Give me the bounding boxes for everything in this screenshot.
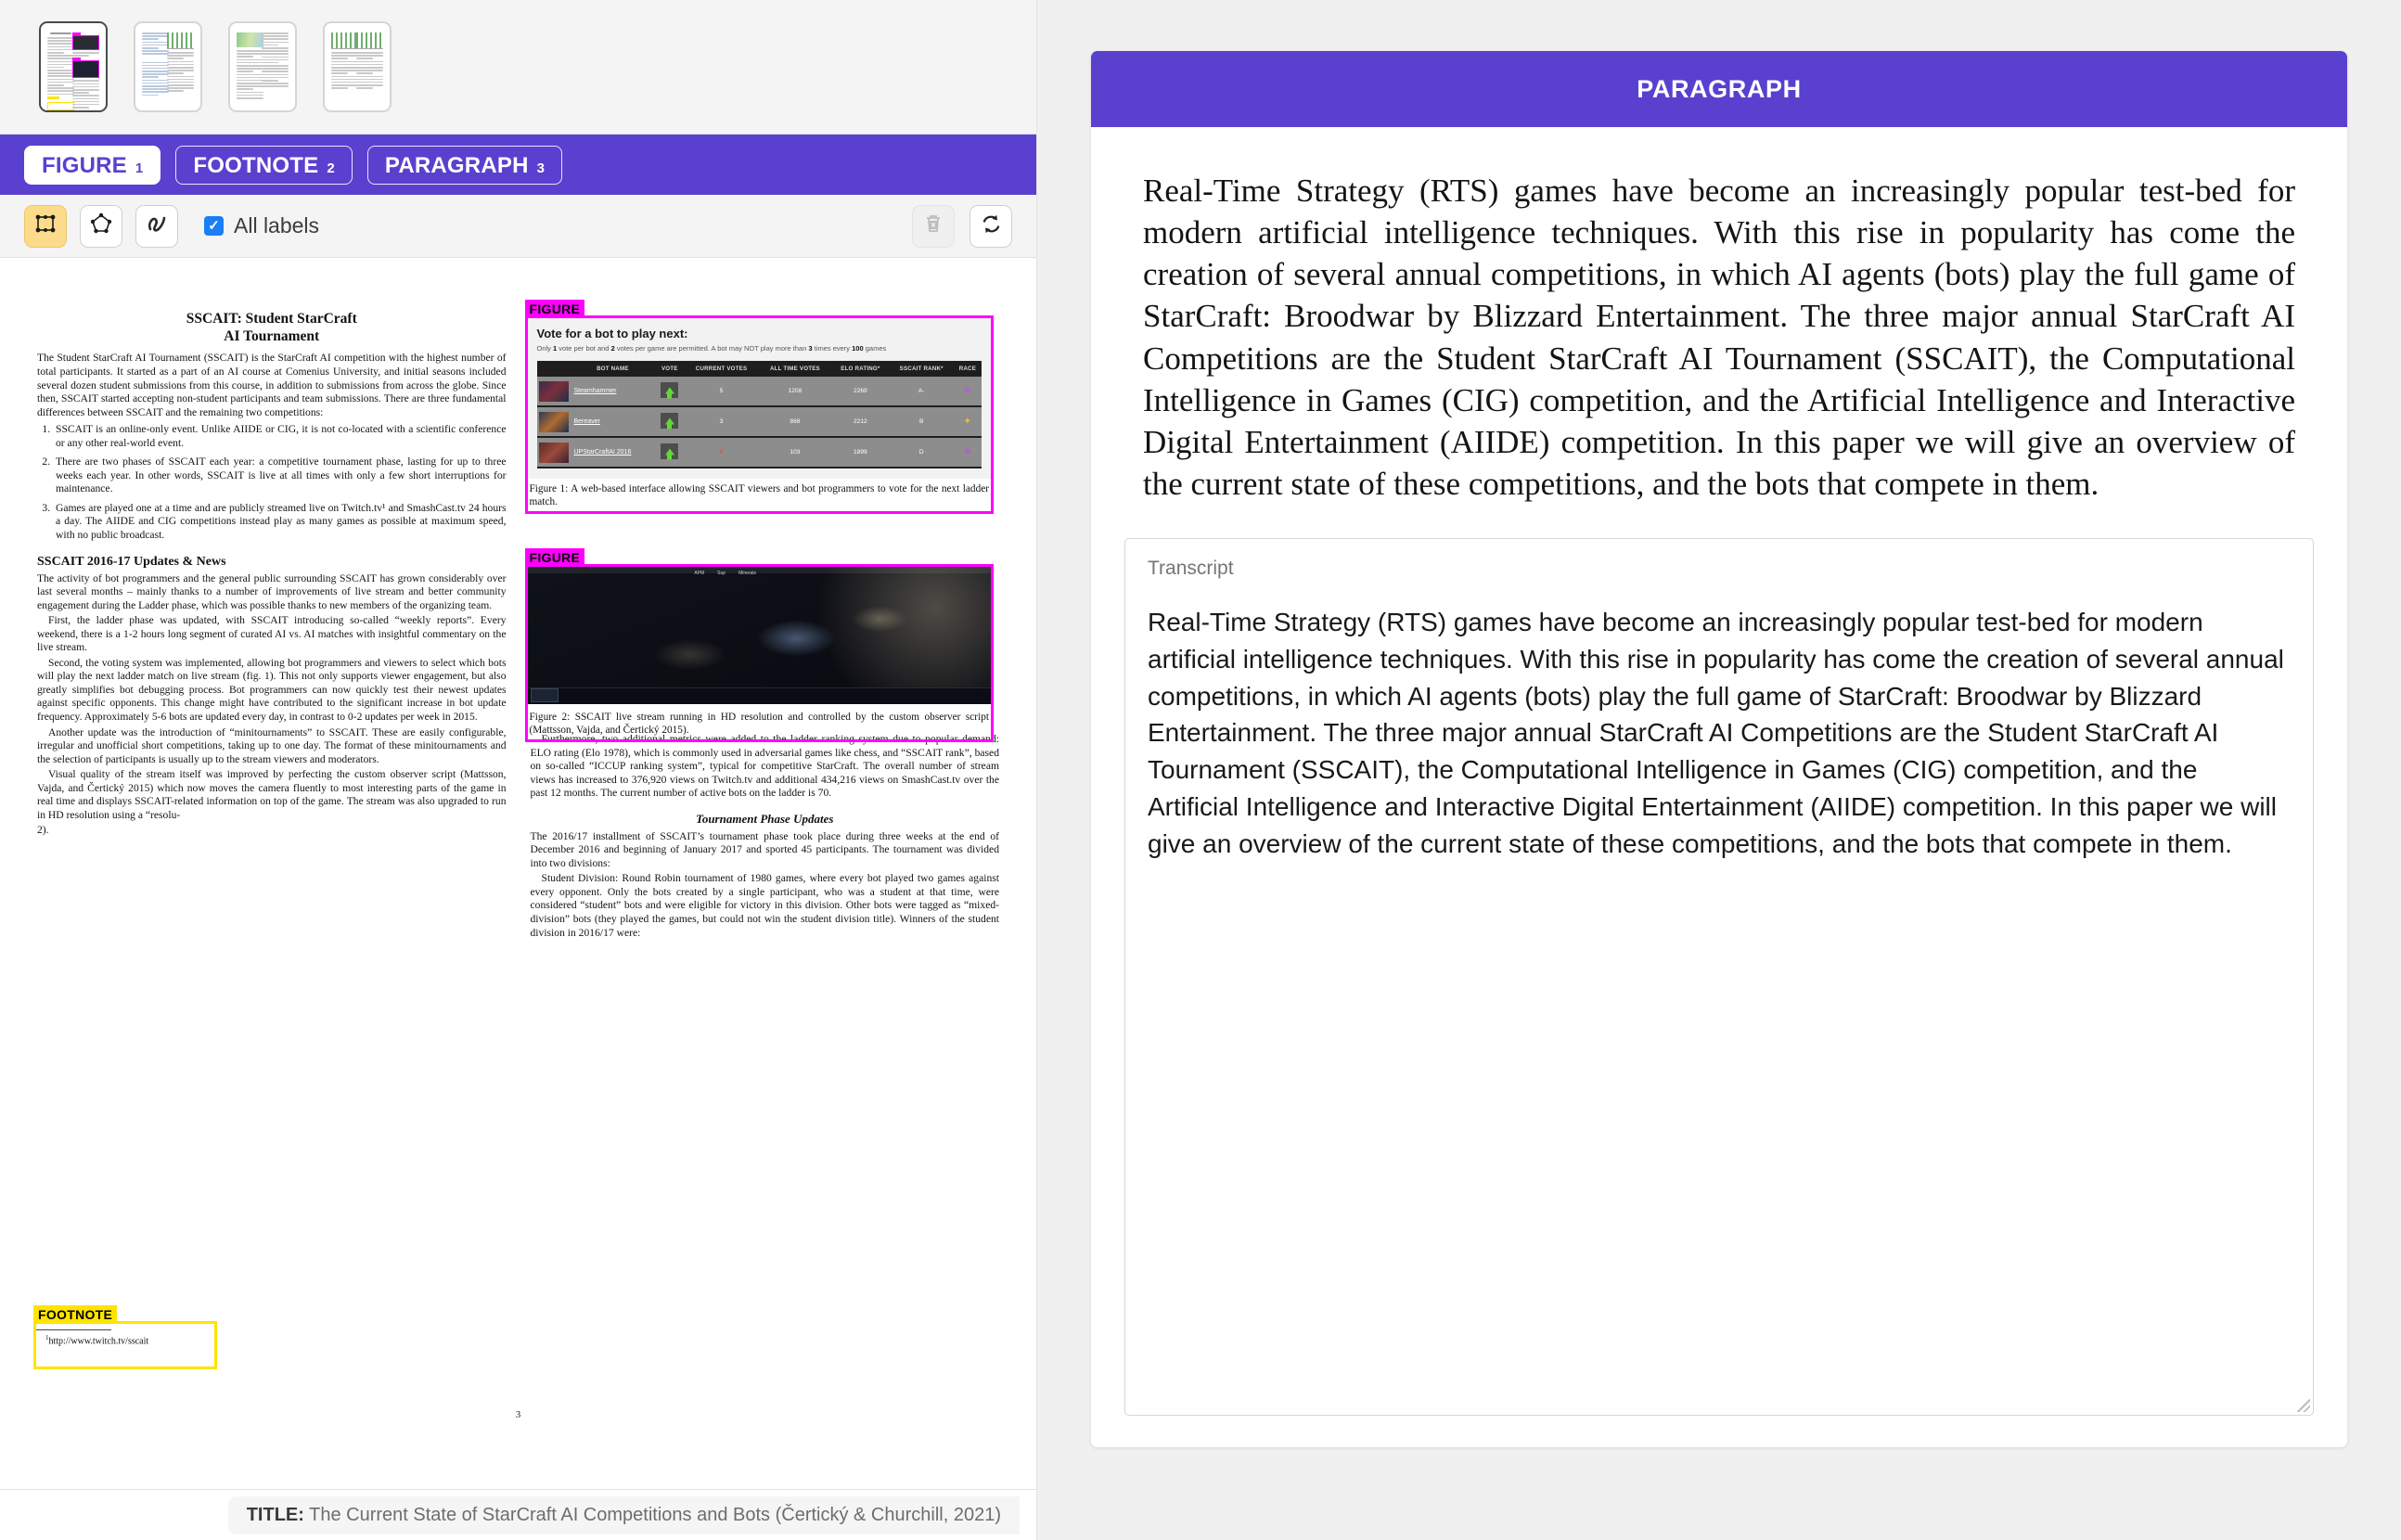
- hud-sup: Sup: [717, 571, 726, 576]
- elo-rating: 2212: [831, 406, 890, 437]
- detail-panel: [1037, 0, 2401, 1540]
- document-title-footer: [0, 1489, 1036, 1540]
- list-item: 2. There are two phases of SSCAIT each year: a competitive tournament phase, lasting for up to three weeks each year. In other words, SSCAIT is live at all times with only a few short interruptions for maintenance.: [53, 456, 507, 496]
- tab-footnote-number: 2: [327, 160, 335, 176]
- polygon-tool-button[interactable]: [80, 205, 122, 248]
- table-header-row: [537, 361, 982, 377]
- col-bot-name: BOT NAME: [571, 361, 656, 377]
- label-tab-bar: [0, 135, 1036, 195]
- tab-paragraph-number: 3: [536, 160, 546, 176]
- tab-paragraph[interactable]: [367, 146, 562, 185]
- document-paragraph: Another update was the introduction of “minitournaments” to SSCAIT. These are easily configurable, irregular and unofficial short competitions, taking up to one day. The format of these minitournaments and the selection of participants is usually up to the stream viewers and moderators.: [37, 725, 507, 765]
- annotation-figure-2[interactable]: [525, 550, 995, 742]
- hud-minerals: Minerals: [738, 571, 756, 576]
- freehand-scribble-icon: [145, 212, 169, 240]
- figure-2-image: [528, 567, 992, 704]
- tab-footnote[interactable]: [175, 146, 352, 185]
- paragraph-card-header: PARAGRAPH: [1091, 51, 2347, 127]
- figure-2-hud: [694, 571, 756, 576]
- document-column-right: [531, 295, 1000, 1489]
- col-vote: VOTE: [655, 361, 684, 377]
- reset-annotations-button[interactable]: [969, 205, 1012, 248]
- document-panel: [0, 0, 1037, 1540]
- tab-paragraph-label: PARAGRAPH: [384, 152, 529, 178]
- document-paragraph-tail: 2).: [37, 824, 49, 837]
- figure-1-image: [528, 318, 992, 479]
- annotation-figure-1-box[interactable]: [525, 302, 995, 514]
- all-labels-label: All labels: [234, 213, 320, 237]
- thumb-figure-box-2: [72, 60, 99, 78]
- hud-apm: APM: [694, 571, 705, 576]
- document-paragraph: The 2016/17 installment of SSCAIT’s tournament phase took place during three weeks at the end of December 2016 and beginning of January 2017 and sported 45 participants. The tournament was divided into two divisions:: [530, 829, 999, 869]
- figure-1-vote-table: [537, 361, 982, 468]
- tab-footnote-label: FOOTNOTE: [193, 152, 319, 178]
- bot-avatar: [537, 406, 571, 437]
- table-row: [537, 406, 982, 437]
- toolbar-actions: [912, 205, 1012, 248]
- annotation-figure-2-label: FIGURE: [525, 548, 585, 567]
- annotation-footnote-label: FOOTNOTE: [33, 1305, 117, 1324]
- checkbox-checked-icon: ✓: [204, 216, 224, 236]
- bot-name: UPStarCraftAI 2016: [571, 437, 656, 468]
- page-thumbnail-2[interactable]: [134, 21, 202, 112]
- bot-name: Bereaver: [571, 406, 656, 437]
- current-votes: 0: [684, 437, 758, 468]
- document-heading-updates: SSCAIT 2016-17 Updates & News: [37, 554, 226, 569]
- page-thumbnail-4[interactable]: [323, 21, 392, 112]
- col-elo-rating: ELO RATING*: [831, 361, 890, 377]
- thumb-footnote-tag: [47, 96, 59, 99]
- table-row: [537, 437, 982, 468]
- figure-1-subtitle: Only 1 vote per bot and 2 votes per game are permitted. A bot may NOT play more than 3 times every 100 games: [536, 344, 887, 353]
- title-value: The Current State of StarCraft AI Competitions and Bots (Čertický & Churchill, 2021): [309, 1504, 1001, 1525]
- page-number: 3: [515, 1409, 521, 1420]
- race-icon: ☸: [954, 377, 982, 406]
- race-icon: ✦: [954, 406, 982, 437]
- paragraph-snippet-text: Real-Time Strategy (RTS) games have become an increasingly popular test-bed for modern artificial intelligence techniques. With this rise in popularity has come the creation of several annual competitions, in which AI agents (bots) play the full game of StarCraft: Broodwar by Blizzard Entertainment. The three major annual StarCraft AI Competitions are the Student StarCraft AI Tournament (SSCAIT), the Computational Intelligence in Games (CIG) competition, and the Artificial Intelligence and Interactive Digital Entertainment (AIIDE) competition. In this paper we will give an overview of the current state of these competitions, and the bots that compete in them.: [1143, 173, 2295, 502]
- tab-figure-number: 1: [135, 160, 144, 176]
- list-item: 1. SSCAIT is an online-only event. Unlike AIIDE or CIG, it is not co-located with a scientific conference or any other real-world event.: [53, 423, 507, 450]
- col-race: RACE: [954, 361, 982, 377]
- annotation-figure-1[interactable]: [525, 302, 995, 514]
- thumb-figure-box-1: [72, 35, 99, 50]
- rectangle-icon: [33, 212, 58, 240]
- table-row: [537, 377, 982, 406]
- current-votes: 5: [684, 377, 758, 406]
- sscait-rank: B: [890, 406, 954, 437]
- figure-2-caption: Figure 2: SSCAIT live stream running in HD resolution and controlled by the custom observer script (Mattsson, Vajda, and Čertický 2015).: [529, 712, 989, 736]
- vote-button-cell: [655, 406, 684, 437]
- document-paragraph: First, the ladder phase was updated, with SSCAIT introducing so-called “weekly reports”. Every weekend, there is a 1-2 hours long segment of curated AI vs. AI matches with insightful commentary on the live stream.: [37, 614, 507, 654]
- paragraph-snippet-image: [1091, 127, 2347, 514]
- bot-name: Steamhammer: [571, 377, 656, 406]
- annotation-figure-1-label: FIGURE: [525, 300, 585, 318]
- all-time-votes: 103: [759, 437, 831, 468]
- document-page: [0, 258, 1036, 1489]
- page-thumbnail-3[interactable]: [228, 21, 297, 112]
- trash-icon: [922, 212, 944, 239]
- col-all-time-votes: ALL TIME VOTES: [759, 361, 831, 377]
- current-votes: 3: [684, 406, 758, 437]
- resize-handle-icon[interactable]: [2297, 1399, 2310, 1412]
- transcript-box[interactable]: [1124, 538, 2314, 1416]
- annotation-footnote[interactable]: [33, 1307, 217, 1369]
- figure-1-heading: Vote for a bot to play next:: [536, 327, 688, 340]
- col-current-votes: CURRENT VOTES: [684, 361, 758, 377]
- document-paragraph: Visual quality of the stream itself was improved by perfecting the custom observer script (Mattsson, Vajda, and Čertický 2015) which now moves the camera fluently to most interesting parts of the game in real time and displays SSCAIT-related information on top of the game. The stream was also upgraded to run in HD resolution using a “resolu-: [37, 768, 507, 821]
- rectangle-tool-button[interactable]: [24, 205, 67, 248]
- col-avatar: [537, 361, 571, 377]
- elo-rating: 1899: [831, 437, 890, 468]
- transcript-section: [1091, 514, 2347, 1447]
- all-time-votes: 868: [759, 406, 831, 437]
- refresh-icon: [980, 212, 1003, 240]
- bot-avatar: [537, 437, 571, 468]
- document-paragraph-intro: The Student StarCraft AI Tournament (SSCAIT) is the StarCraft AI competition with the highest number of total participants. It started as a part of an AI course at Comenius University, and initial seasons included several dozen student submissions from this course, in addition to submissions from across the globe. Since then, SSCAIT started accepting non-student participants and team submissions. There are three fundamental differences between SSCAIT and the remaining two competitions:: [37, 352, 507, 418]
- document-paragraph: The activity of bot programmers and the general public surrounding SSCAIT has grown considerably over last several months – mainly thanks to a number of improvements of live stream and better community engagement during the Ladder phase, which was possible thanks to new members of the organizing team.: [37, 571, 507, 611]
- annotation-figure-2-box[interactable]: [525, 550, 995, 742]
- document-heading-tournament: Tournament Phase Updates: [696, 811, 834, 826]
- tab-figure-label: FIGURE: [42, 152, 127, 178]
- tab-figure[interactable]: [24, 146, 160, 185]
- footnote-marker: 1: [45, 1334, 49, 1341]
- transcript-label: Transcript: [1148, 558, 1234, 580]
- all-labels-checkbox[interactable]: [204, 213, 319, 238]
- document-viewport[interactable]: [0, 258, 1036, 1489]
- page-thumbnail-1[interactable]: [39, 21, 108, 112]
- vote-button-cell: [655, 437, 684, 468]
- paragraph-card: [1091, 51, 2347, 1447]
- footnote-url: http://www.twitch.tv/sscait: [48, 1336, 149, 1347]
- document-ordered-list: [37, 423, 507, 542]
- annotation-toolbar: [0, 195, 1036, 258]
- list-item: 3. Games are played one at a time and are publicly streamed live on Twitch.tv¹ and SmashCast.tv 24 hours a day. The AIIDE and CIG competitions instead play as many games as possible at maximum speed, with no public broadcast.: [53, 502, 507, 543]
- freehand-tool-button[interactable]: [135, 205, 178, 248]
- document-paragraph: Student Division: Round Robin tournament of 1980 games, where every bot played two games against every opponent. Only the bots created by a single participant, who was a student at that time, were considered “student” bots and were eligible for victory in this division. Other bots were tagged as “mixed-division” bots (they played the games, but could not win the student division title). Winners of the student division in 2016/17 were:: [530, 872, 999, 939]
- document-paragraph: Second, the voting system was implemented, allowing bot programmers and viewers to select which bots will play the next ladder match on live stream (fig. 1). This not only supports viewer engagement, but also greatly simplifies bot debugging process. Bot programmers can now quickly test their newest updates against specific opponents. This change might have contributed to the significant increase in bot update frequency. Approximately 5-6 bots are updated every day, in contrast to 0-2 updates per week in 2015.: [37, 656, 507, 724]
- footnote-text: [36, 1330, 214, 1350]
- polygon-icon: [89, 212, 113, 240]
- page-thumbnail-strip[interactable]: [0, 0, 1036, 135]
- delete-annotation-button[interactable]: [912, 205, 955, 248]
- elo-rating: 2269: [831, 377, 890, 406]
- annotation-footnote-box[interactable]: [33, 1307, 217, 1369]
- col-sscait-rank: SSCAIT RANK*: [890, 361, 954, 377]
- figure-1-caption: Figure 1: A web-based interface allowing SSCAIT viewers and bot programmers to vote for the next ladder match.: [529, 483, 989, 507]
- all-time-votes: 1208: [759, 377, 831, 406]
- title-prefix: TITLE:: [246, 1504, 304, 1525]
- title-chip: [228, 1496, 1020, 1534]
- bot-avatar: [537, 377, 571, 406]
- race-icon: ☸: [954, 437, 982, 468]
- sscait-rank: D: [890, 437, 954, 468]
- thumb-footnote-box: [47, 102, 74, 110]
- vote-button-cell: [655, 377, 684, 406]
- document-section-title: SSCAIT: Student StarCraft AI Tournament: [186, 311, 357, 345]
- sscait-rank: A-: [890, 377, 954, 406]
- document-column-left: [37, 295, 507, 1489]
- transcript-input[interactable]: Real-Time Strategy (RTS) games have become an increasingly popular test-bed for modern artificial intelligence techniques. With this rise in popularity has come the creation of several annual competitions, in which AI agents (bots) play the full game of StarCraft: Broodwar by Blizzard Entertainment. The three major annual StarCraft AI Competitions are the Student StarCraft AI Tournament (SSCAIT), the Computational Intelligence in Games (CIG) competition, and the Artificial Intelligence and Interactive Digital Entertainment (AIIDE) competition. In this paper we will give an overview of the current state of these competitions, and the bots that compete in them.: [1148, 608, 2284, 858]
- document-paragraph: Furthermore, two additional metrics were added to the ladder ranking system due to popular demand: ELO rating (Elo 1978), which is commonly used in adversarial games like chess, and “SSCAIT rank”, based on so-called “ICCUP ranking system”, typical for competitive StarCraft. The overall number of stream views has increased to 376,920 views on Twitch.tv and additional 434,216 views on SmashCast.tv over the past 12 months. The current number of active bots on the ladder is 70.: [530, 733, 999, 800]
